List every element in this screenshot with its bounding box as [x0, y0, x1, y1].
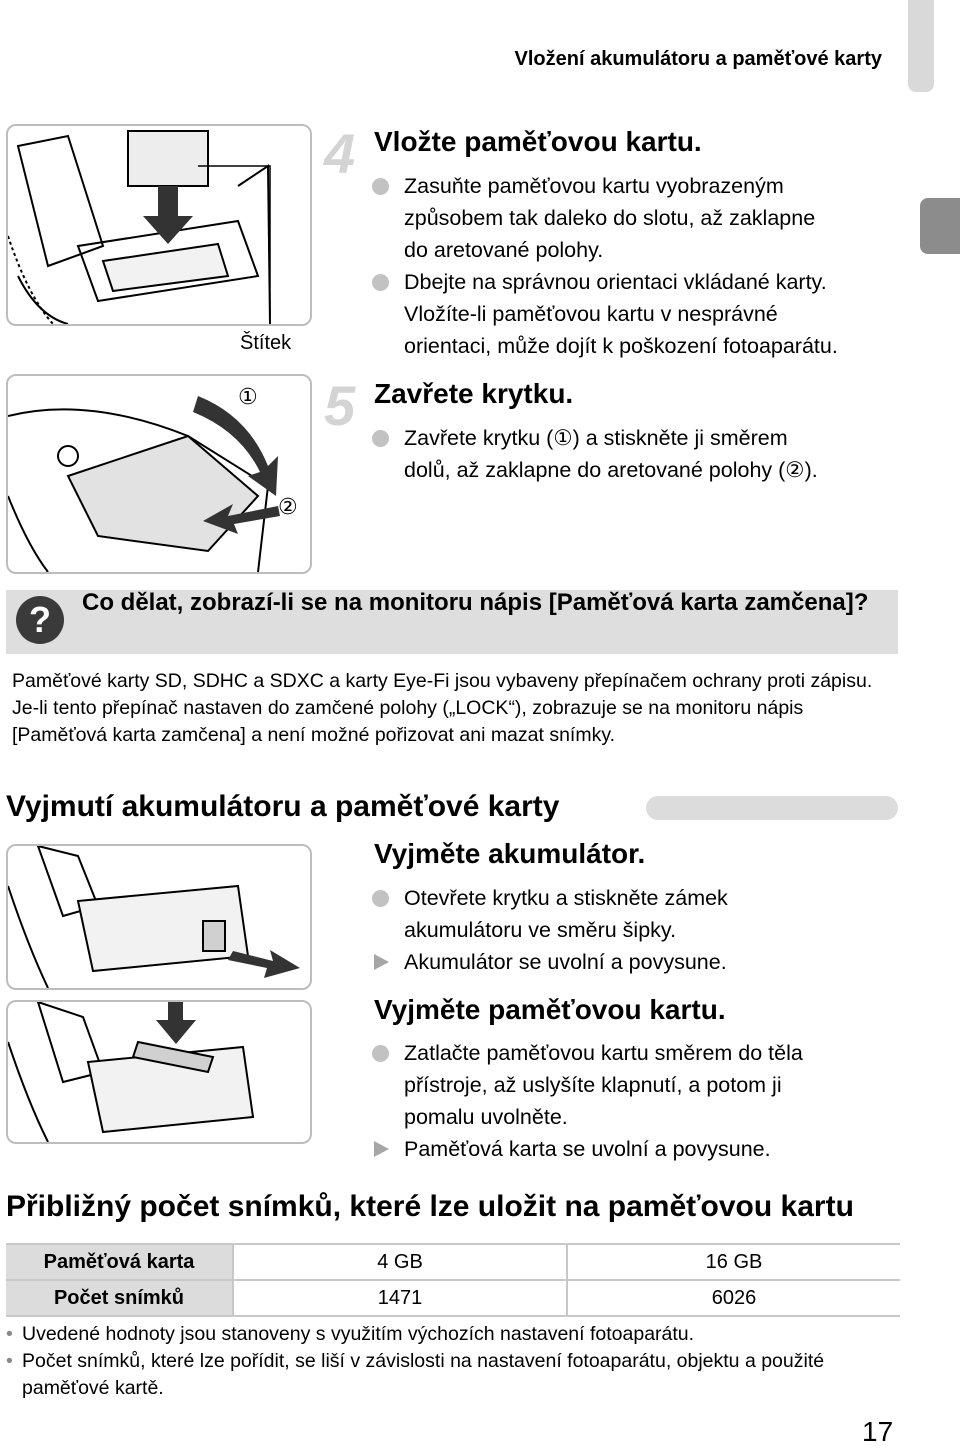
note-item: • Počet snímků, které lze pořídit, se liší v závislosti na nastavení fotoaparátu, objektu a použité paměťové kartě.	[6, 1350, 825, 1399]
illustration-remove-card	[6, 1000, 312, 1144]
capacity-section-title: Přibližný počet snímků, které lze uložit na paměťovou kartu	[6, 1190, 854, 1223]
page-header-title: Vložení akumulátoru a paměťové karty	[514, 48, 882, 70]
bullet-item: Dbejte na správnou orientaci vkládané karty. Vložíte-li paměťovou kartu v nesprávné orientaci, může dojít k poškození fotoaparátu.	[372, 266, 912, 362]
capacity-table	[6, 1243, 900, 1317]
count-16gb: 6026	[567, 1280, 900, 1316]
bullet-item: Otevřete krytku a stiskněte zámek akumulátoru ve směru šipky.	[372, 882, 912, 946]
chapter-edge-tab	[920, 198, 960, 254]
result-arrow-icon	[374, 1141, 389, 1157]
bullet-dot-icon	[372, 890, 389, 907]
battery-removal-drawing	[8, 846, 310, 988]
note-bullet-icon: •	[6, 1323, 13, 1345]
step-number-5: 5	[324, 374, 356, 437]
column-16gb: 16 GB	[567, 1244, 900, 1280]
step5-bullets	[372, 422, 912, 486]
note-bullet-icon: •	[6, 1350, 13, 1372]
camera-cover-drawing	[8, 376, 310, 572]
remove-battery-title: Vyjměte akumulátor.	[374, 838, 646, 869]
step-number-4: 4	[324, 122, 356, 185]
count-4gb: 1471	[233, 1280, 567, 1316]
edge-tab-top	[908, 0, 934, 92]
question-answer: Paměťové karty SD, SDHC a SDXC a karty Eye-Fi jsou vybaveny přepínačem ochrany proti zápisu. Je-li tento přepínač nastaven do zamčené polohy („LOCK“), zobrazuje se na monitoru nápis [Paměťová karta zamčena] a není možné pořizovat ani mazat snímky.	[12, 670, 873, 746]
removal-section-title: Vyjmutí akumulátoru a paměťové karty	[6, 790, 560, 823]
remove-card-title: Vyjměte paměťovou kartu.	[374, 994, 726, 1025]
result-arrow-icon	[374, 954, 389, 970]
bullet-dot-icon	[372, 274, 389, 291]
step5-marker2: ②	[278, 494, 298, 519]
bullet-item: Zasuňte paměťovou kartu vyobrazeným způsobem tak daleko do slotu, až zaklapne do aretované polohy.	[372, 170, 912, 266]
bullet-dot-icon	[372, 178, 389, 195]
label-callout-stitek: Štítek	[240, 332, 292, 354]
illustration-insert-card	[6, 124, 312, 326]
bullet-item: Zavřete krytku (①) a stiskněte ji směrem dolů, až zaklapne do aretované polohy (②).	[372, 422, 912, 486]
row-header-card: Paměťová karta	[6, 1244, 233, 1280]
bullet-dot-icon	[372, 1045, 389, 1062]
step5-marker1: ①	[238, 384, 258, 409]
result-item: Akumulátor se uvolní a povysune.	[372, 946, 912, 978]
question-icon: ?	[16, 596, 64, 644]
camera-card-slot-drawing	[8, 126, 310, 324]
result-item: Paměťová karta se uvolní a povysune.	[372, 1133, 912, 1165]
section-title-bar	[646, 796, 898, 820]
step4-bullets	[372, 170, 912, 362]
bullet-item: Zatlačte paměťovou kartu směrem do těla přístroje, až uslyšíte klapnutí, a potom ji pomalu uvolněte.	[372, 1037, 912, 1133]
step5-title: Zavřete krytku.	[374, 378, 574, 409]
table-row	[6, 1280, 900, 1316]
step4-title: Vložte paměťovou kartu.	[374, 126, 702, 157]
question-title: Co dělat, zobrazí-li se na monitoru nápis [Paměťová karta zamčena]?	[82, 589, 869, 616]
illustration-remove-battery	[6, 844, 312, 990]
capacity-notes	[4, 1321, 884, 1402]
remove-battery-bullets	[372, 882, 912, 978]
page-number: 17	[862, 1416, 894, 1447]
column-4gb: 4 GB	[233, 1244, 567, 1280]
remove-card-bullets	[372, 1037, 912, 1165]
illustration-close-cover	[6, 374, 312, 574]
bullet-dot-icon	[372, 430, 389, 447]
row-header-shots: Počet snímků	[6, 1280, 233, 1316]
table-row	[6, 1244, 900, 1280]
card-removal-drawing	[8, 1002, 310, 1142]
note-item: • Uvedené hodnoty jsou stanoveny s využitím výchozích nastavení fotoaparátu.	[4, 1321, 884, 1348]
